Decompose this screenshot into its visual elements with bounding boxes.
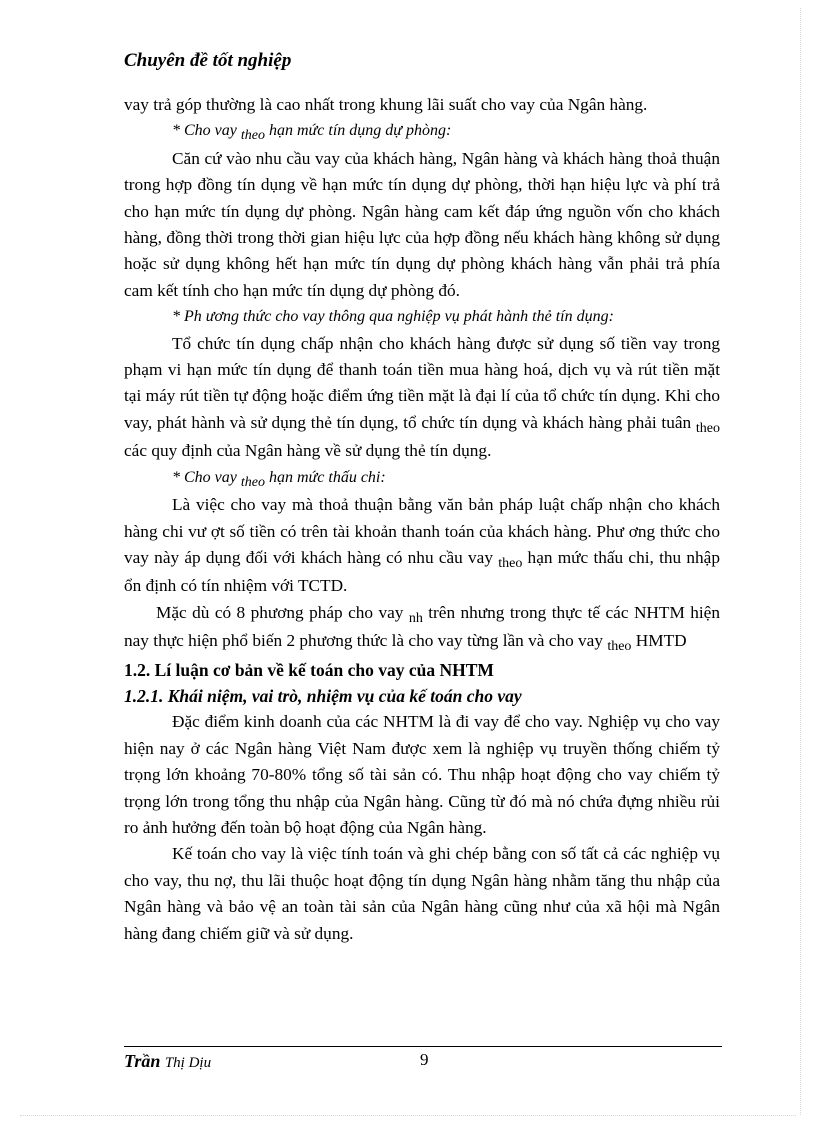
section-heading: 1.2. Lí luận cơ bản về kế toán cho vay của NHTM (124, 659, 494, 680)
page-number: 9 (420, 1050, 429, 1069)
page-bottom-edge (20, 1115, 796, 1116)
page-right-edge (800, 8, 801, 1115)
paragraph: Tổ chức tín dụng chấp nhận cho khách hàng được sử dụng số tiền vay trong phạm vi hạn mức tín dụng để thanh toán tiền mua hàng hoá, dịch vụ và rút tiền mặt tại máy rút tiền tự động hoặc điểm ứng tiền mặt là đại lí của tổ chức tín dụng. Khi cho vay, phát hành và sử dụng thẻ tín dụng, tổ chức tín dụng và khách hàng phải tuân $_{theo}$ các quy định của Ngân hàng về sử dụng thẻ tín dụng. (124, 333, 720, 461)
italic-heading-overdraft: * Cho vay theo hạn mức thấu chi: (172, 468, 386, 490)
page-header-title: Chuyên đề tốt nghiệp (124, 50, 292, 71)
footer-divider (124, 1046, 722, 1047)
subsection-heading: 1.2.1. Khái niệm, vai trò, nhiệm vụ của kế toán cho vay (124, 685, 522, 706)
italic-heading-reserve-credit: * Cho vay theo hạn mức tín dụng dự phòng: (172, 122, 452, 144)
paragraph: Căn cứ vào nhu cầu vay của khách hàng, Ngân hàng và khách hàng thoả thuận trong hợp đồng tín dụng về hạn mức tín dụng dự phòng, thời hạn hiệu lực và phí trả cho hạn mức tín dụng dự phòng. Ngân hàng cam kết đáp ứng nguồn vốn cho khách hàng, đồng thời trong thời gian hiệu lực của hợp đồng nếu khách hàng không sử dụng hoặc sử dụng không hết hạn mức tín dụng dự phòng khách hàng vẫn phải trả phía cam kết tính cho hạn mức tín dụng dự phòng đó. (124, 148, 720, 300)
paragraph: Mặc dù có 8 phương pháp cho vay $_{nh}$ trên nhưng trong thực tế các NHTM hiện nay thực hiện phổ biến 2 phương thức là cho vay từng lần và cho vay $_{theo}$ HMTD (124, 602, 720, 655)
footer-author: Trần Thị Dịu (124, 1051, 212, 1071)
paragraph: Đặc điểm kinh doanh của các NHTM là đi vay để cho vay. Nghiệp vụ cho vay hiện nay ở các Ngân hàng Việt Nam được xem là nghiệp vụ truyền thống chiếm tỷ trọng lớn khoảng 70-80% tổng số tài sản có. Thu nhập hoạt động cho vay chiếm tỷ trọng lớn trong tổng thu nhập của Ngân hàng. Cũng từ đó mà nó chứa đựng nhiều rủi ro ảnh hưởng đến toàn bộ hoạt động của Ngân hàng. (124, 712, 720, 837)
paragraph: vay trả góp thường là cao nhất trong khung lãi suất cho vay của Ngân hàng. (124, 95, 648, 114)
paragraph: Kế toán cho vay là việc tính toán và ghi chép bằng con số tất cả các nghiệp vụ cho vay, thu nợ, thu lãi thuộc hoạt động tín dụng Ngân hàng nhằm tăng thu nhập của Ngân hàng và bảo vệ an toàn tài sản của Ngân hàng cũng như của xã hội mà Ngân hàng đang chiếm giữ và sử dụng. (124, 844, 720, 943)
paragraph: Là việc cho vay mà thoả thuận bằng văn bản pháp luật chấp nhận cho khách hàng chi vư ợt số tiền có trên tài khoản thanh toán của khách hàng. Phư ơng thức cho vay này áp dụng đối với khách hàng có nhu cầu vay $_{theo}$ hạn mức thấu chi, thu nhập ổn định có tín nhiệm với TCTD. (124, 495, 720, 596)
page-body (124, 92, 720, 947)
italic-heading-credit-card: * Ph ương thức cho vay thông qua nghiệp vụ phát hành thẻ tín dụng: (172, 308, 614, 326)
